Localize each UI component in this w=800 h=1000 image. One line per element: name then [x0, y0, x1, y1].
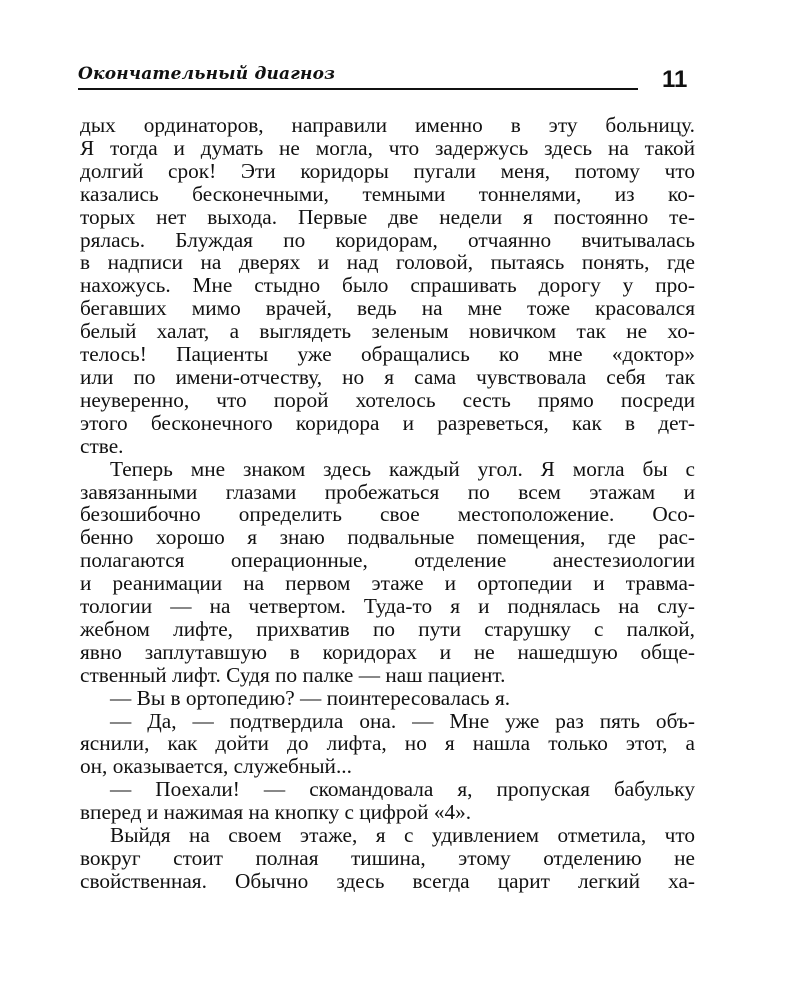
text-line: и реанимации на первом этаже и ортопедии и травма-: [80, 571, 695, 596]
text-line: — Да, — подтвердила она. — Мне уже раз пять объ-: [110, 708, 695, 733]
text-line: — Поехали! — скомандовала я, пропуская бабульку: [110, 777, 695, 802]
text-line: или по имени-отчеству, но я сама чувствовала себя так: [80, 364, 695, 389]
text-line: в надписи на дверях и над головой, пытаясь понять, где: [80, 250, 695, 275]
text-line: рялась. Блуждая по коридорам, отчаянно вчитывалась: [80, 227, 695, 252]
page-number: 11: [662, 66, 688, 93]
text-line: жебном лифте, прихватив по пути старушку с палкой,: [80, 616, 695, 641]
text-line: тологии — на четвертом. Туда-то я и поднялась на слу-: [80, 594, 695, 619]
paragraph: [80, 824, 695, 893]
text-line: бенно хорошо я знаю подвальные помещения, где рас-: [80, 525, 695, 550]
text-line: бегавших мимо врачей, ведь на мне тоже красовался: [80, 296, 695, 321]
text-line: Выйдя на своем этаже, я с удивлением отметила, что: [110, 823, 695, 848]
text-line: этого бесконечного коридора и разреветься, как в дет-: [80, 410, 695, 435]
text-line: долгий срок! Эти коридоры пугали меня, потому что: [80, 158, 695, 183]
text-line: он, оказывается, служебный...: [80, 754, 352, 779]
text-line: стве.: [80, 433, 124, 458]
text-line: яснили, как дойти до лифта, но я нашла только этот, а: [80, 731, 695, 756]
paragraph: [80, 778, 695, 824]
text-line: завязанными глазами пробежаться по всем этажам и: [80, 479, 695, 504]
text-line: вперед и нажимая на кнопку с цифрой «4».: [80, 800, 472, 825]
text-line: безошибочно определить свое местоположение. Осо-: [80, 502, 695, 527]
running-head: [78, 58, 638, 90]
text-line: телось! Пациенты уже обращались ко мне «доктор»: [80, 342, 695, 367]
text-line: ственный лифт. Судя по палке — наш пациент.: [80, 662, 506, 687]
body-text: [80, 114, 695, 893]
paragraph: [80, 458, 695, 687]
text-line: неуверенно, что порой хотелось сесть прямо посреди: [80, 387, 695, 412]
text-line: — Вы в ортопедию? — поинтересовалась я.: [110, 685, 511, 710]
text-line: свойственная. Обычно здесь всегда царит легкий ха-: [80, 868, 695, 893]
text-line: нахожусь. Мне стыдно было спрашивать дорогу у про-: [80, 273, 695, 298]
text-line: Я тогда и думать не могла, что задержусь здесь на такой: [80, 135, 695, 160]
text-line: белый халат, а выглядеть зеленым новичком так не хо-: [80, 319, 695, 344]
paragraph: [80, 710, 695, 779]
paragraph: [80, 114, 695, 458]
text-line: Теперь мне знаком здесь каждый угол. Я могла бы с: [110, 456, 695, 481]
paragraph: [80, 687, 695, 710]
text-line: торых нет выхода. Первые две недели я постоянно те-: [80, 204, 695, 229]
text-line: дых ординаторов, направили именно в эту больницу.: [80, 113, 695, 137]
text-line: явно заплутавшую в коридорах и не нашедшую обще-: [80, 639, 695, 664]
text-line: казались бесконечными, темными тоннелями, из ко-: [80, 181, 695, 206]
text-line: полагаются операционные, отделение анестезиологии: [80, 548, 695, 573]
running-title: Окончательный диагноз: [78, 64, 336, 84]
text-line: вокруг стоит полная тишина, этому отделению не: [80, 846, 695, 870]
